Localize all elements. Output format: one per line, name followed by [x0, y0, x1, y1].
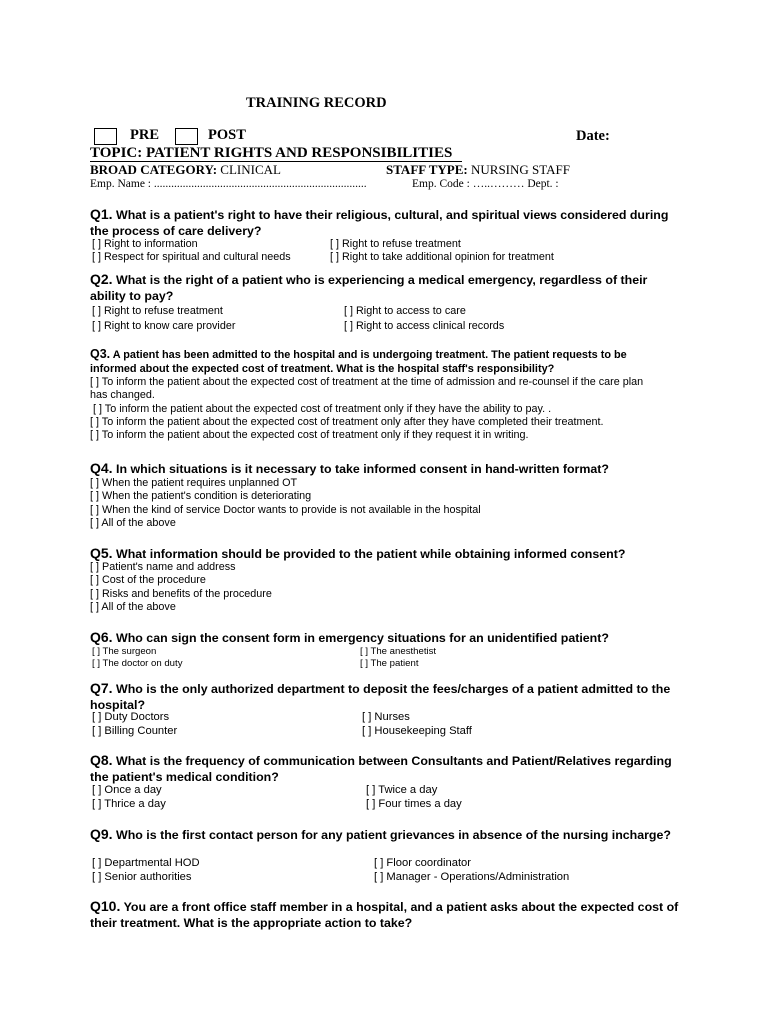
question-number: Q6. [90, 629, 113, 645]
q9-option-c[interactable]: [ ] Senior authorities [92, 871, 192, 883]
q2-option-c[interactable]: [ ] Right to know care provider [92, 320, 236, 332]
question-text: Who is the first contact person for any patient grievances in absence of the nursing incharge? [116, 828, 671, 842]
q7-option-b[interactable]: [ ] Nurses [362, 711, 410, 723]
q2-option-b[interactable]: [ ] Right to access to care [344, 305, 466, 317]
q5-option-c[interactable]: [ ] Risks and benefits of the procedure [90, 587, 272, 600]
q1-option-d[interactable]: [ ] Right to take additional opinion for treatment [330, 251, 554, 263]
q4-options [90, 477, 670, 530]
q3-options [90, 376, 660, 442]
question-number: Q1. [90, 206, 113, 222]
staff-type-value: NURSING STAFF [471, 162, 571, 177]
q9-option-a[interactable]: [ ] Departmental HOD [92, 857, 200, 869]
q6-option-c[interactable]: [ ] The doctor on duty [92, 658, 183, 669]
question-6 [90, 629, 680, 646]
staff-type-label: STAFF TYPE: [386, 162, 468, 177]
broad-category-value: CLINICAL [220, 162, 281, 177]
emp-code-dept-field[interactable]: Emp. Code : …..……… Dept. : [412, 178, 559, 190]
q4-option-c[interactable]: [ ] When the kind of service Doctor wants to provide is not available in the hospital [90, 503, 481, 516]
question-9 [90, 826, 680, 843]
broad-category-label: BROAD CATEGORY: [90, 162, 218, 177]
question-text: What is a patient's right to have their religious, cultural, and spiritual views considered during the process of care delivery? [90, 208, 669, 238]
pre-checkbox[interactable] [94, 128, 117, 145]
post-checkbox[interactable] [175, 128, 198, 145]
question-4 [90, 460, 680, 477]
topic-heading: TOPIC: PATIENT RIGHTS AND RESPONSIBILITIES [90, 145, 453, 161]
date-label: Date: [576, 128, 610, 144]
question-2 [90, 271, 680, 304]
question-text: Who can sign the consent form in emergency situations for an unidentified patient? [116, 631, 609, 645]
question-8 [90, 752, 680, 785]
question-text: In which situations is it necessary to take informed consent in hand-written format? [116, 462, 609, 476]
question-text: What information should be provided to the patient while obtaining informed consent? [116, 547, 626, 561]
question-1 [90, 206, 680, 239]
question-text: You are a front office staff member in a hospital, and a patient asks about the expected cost of their treatment. What is the appropriate action to take? [90, 900, 679, 930]
question-number: Q7. [90, 680, 113, 696]
q8-option-a[interactable]: [ ] Once a day [92, 784, 162, 796]
q8-option-c[interactable]: [ ] Thrice a day [92, 798, 166, 810]
q7-option-c[interactable]: [ ] Billing Counter [92, 725, 178, 737]
q3-option-c[interactable]: [ ] To inform the patient about the expected cost of treatment only after they have completed their treatment. [90, 415, 604, 428]
q5-option-d[interactable]: [ ] All of the above [90, 600, 176, 613]
q3-option-d[interactable]: [ ] To inform the patient about the expected cost of treatment only if they request it in writing. [90, 429, 529, 442]
q6-option-b[interactable]: [ ] The anesthetist [360, 646, 437, 657]
q7-option-a[interactable]: [ ] Duty Doctors [92, 711, 170, 723]
question-text: What is the right of a patient who is experiencing a medical emergency, regardless of their ability to pay? [90, 273, 648, 303]
q9-option-d[interactable]: [ ] Manager - Operations/Administration [374, 871, 570, 883]
q3-option-a[interactable]: [ ] To inform the patient about the expected cost of treatment at the time of admission and re-counsel if the care plan has changed. [90, 376, 644, 402]
pre-label: PRE [130, 127, 159, 143]
question-text: A patient has been admitted to the hospital and is undergoing treatment. The patient requests to be informed about the expected cost of treatment. What is the hospital staff's responsibility? [90, 349, 627, 375]
q1-option-a[interactable]: [ ] Right to information [92, 238, 198, 250]
question-10 [90, 898, 680, 931]
question-number: Q5. [90, 545, 113, 561]
question-number: Q2. [90, 271, 113, 287]
staff-type [386, 162, 570, 178]
page-title: TRAINING RECORD [246, 95, 387, 111]
emp-name-field[interactable]: Emp. Name : .......................................................................... [90, 178, 367, 190]
q3-option-b[interactable]: [ ] To inform the patient about the expected cost of treatment only if they have the ability to pay. . [93, 402, 552, 415]
question-3 [90, 347, 660, 376]
q7-option-d[interactable]: [ ] Housekeeping Staff [362, 725, 472, 737]
q2-option-a[interactable]: [ ] Right to refuse treatment [92, 305, 223, 317]
q1-option-c[interactable]: [ ] Respect for spiritual and cultural needs [92, 251, 291, 263]
question-number: Q4. [90, 460, 113, 476]
q8-option-b[interactable]: [ ] Twice a day [366, 784, 438, 796]
question-7 [90, 680, 680, 713]
q2-option-d[interactable]: [ ] Right to access clinical records [344, 320, 505, 332]
question-text: Who is the only authorized department to deposit the fees/charges of a patient admitted to the hospital? [90, 682, 671, 712]
question-number: Q8. [90, 752, 113, 768]
q9-option-b[interactable]: [ ] Floor coordinator [374, 857, 472, 869]
question-text: What is the frequency of communication between Consultants and Patient/Relatives regarding the patient's medical condition? [90, 754, 672, 784]
q1-option-b[interactable]: [ ] Right to refuse treatment [330, 238, 461, 250]
q5-option-b[interactable]: [ ] Cost of the procedure [90, 574, 206, 587]
q4-option-a[interactable]: [ ] When the patient requires unplanned OT [90, 477, 298, 489]
question-number: Q10. [90, 898, 121, 914]
q5-options [90, 561, 670, 614]
broad-category [90, 162, 281, 178]
q8-option-d[interactable]: [ ] Four times a day [366, 798, 462, 810]
q6-option-d[interactable]: [ ] The patient [360, 658, 419, 669]
question-number: Q9. [90, 826, 113, 842]
question-5 [90, 545, 680, 562]
post-label: POST [208, 127, 246, 143]
question-number: Q3. [90, 347, 111, 361]
q5-option-a[interactable]: [ ] Patient's name and address [90, 561, 236, 573]
q6-option-a[interactable]: [ ] The surgeon [92, 646, 157, 657]
q4-option-b[interactable]: [ ] When the patient's condition is deteriorating [90, 490, 312, 503]
q4-option-d[interactable]: [ ] All of the above [90, 516, 176, 529]
